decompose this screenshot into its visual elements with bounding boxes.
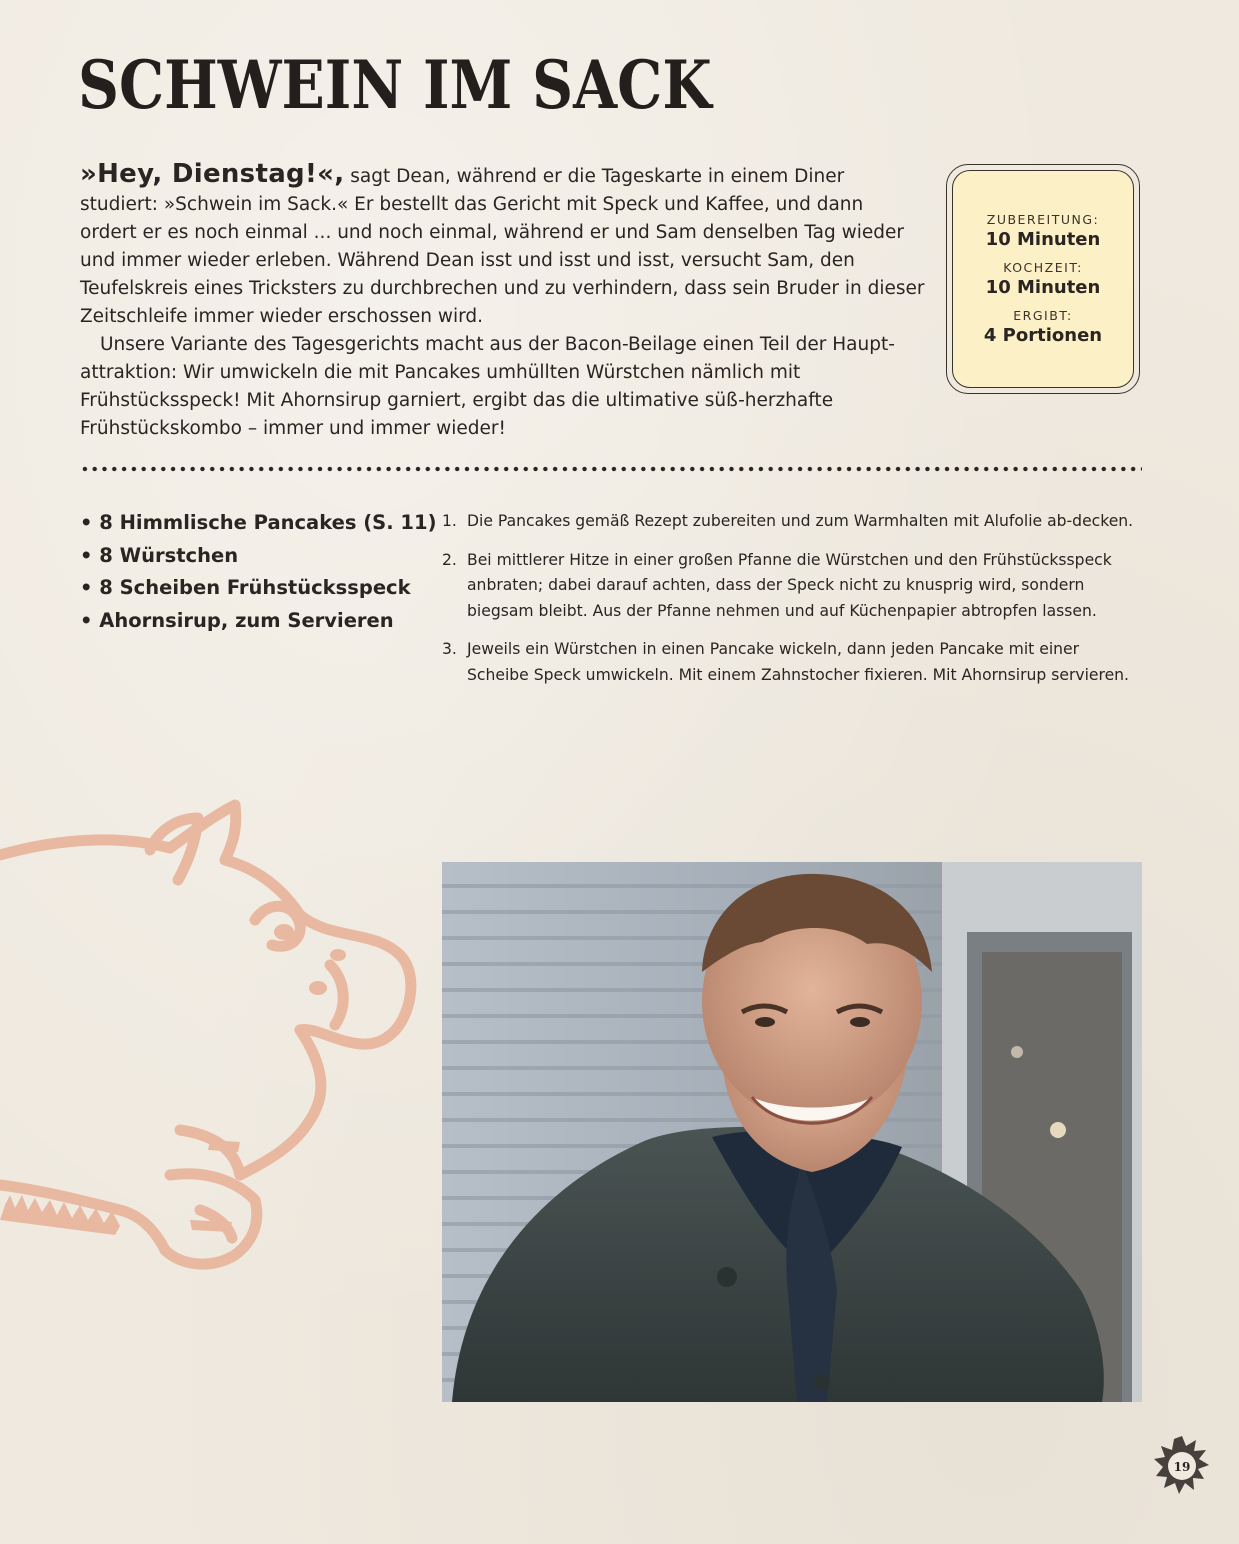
page-number-badge [1152,1430,1212,1518]
prep-time-label: ZUBEREITUNG: [986,212,1100,227]
ingredient-item: • 8 Himmlische Pancakes (S. 11) [80,511,437,534]
step-text: Bei mittlerer Hitze in einer großen Pfanne die Würstchen und den Frühstücksspeck anbraten; dabei darauf achten, dass der Speck nicht zu knusprig wird, sondern biegsam bleibt. Aus der Pfanne nehmen und auf Küchenpapier abtropfen lassen. [467,550,1112,620]
yield-value: 4 Portionen [983,325,1103,346]
step-number: 2. [442,550,457,569]
step-number: 3. [442,640,457,658]
step-item [442,509,1142,535]
step-text: Jeweils ein Würstchen in einen Pancake wickeln, dann jeden Pancake mit einer Scheibe Speck umwickeln. Mit einem Zahnstocher fixieren. Mit Ahornsirup servieren. [467,640,1130,684]
ingredient-list [80,507,436,637]
portrait-photo [442,862,1142,1402]
intro-lead-quote: »Hey, Dienstag!«, [80,159,345,189]
recipe-title: SCHWEIN IM SACK [78,46,712,124]
sun-seal-icon [1152,1430,1212,1518]
ingredient-item: • 8 Würstchen [80,543,239,567]
time-info-box [946,164,1140,394]
intro-paragraph-1-text: sagt Dean, während er die Tageskarte in einem Diner studiert: »Schwein im Sack.« Er bestellt das Gericht mit Speck und Kaffee, und dann ordert er es noch einmal ... und noch einmal, während er und Sam denselben Tag wieder und immer wieder erleben. Während Dean isst und isst und isst, versucht Sam, den Teufelskreis eines Tricksters zu durchbrechen und zu verhindern, dass sein Bruder in dieser Zeitschleife immer wieder erschossen wird. [80,166,925,327]
dotted-divider [80,466,1142,472]
step-item [442,548,1142,625]
cook-time-label: KOCHZEIT: [1003,260,1083,275]
time-info-box-inner [952,170,1134,388]
page-number: 19 [1173,1460,1191,1474]
pig-illustration-icon [0,790,430,1290]
step-number: 1. [442,512,457,530]
prep-time-value: 10 Minuten [985,229,1101,250]
intro-paragraph-1 [80,160,925,331]
photo-portrait-icon [442,862,1142,1402]
yield-label: ERGIBT: [1013,308,1073,323]
step-text: Die Pancakes gemäß Rezept zubereiten und zum Warmhalten mit Alufolie ab-decken. [467,512,1134,530]
cook-time-value: 10 Minuten [985,277,1101,298]
step-item [442,637,1142,688]
ingredient-item: • Ahornsirup, zum Servieren [80,608,394,632]
intro-text [80,160,925,443]
intro-paragraph-2: Unsere Variante des Tagesgerichts macht aus der Bacon-Beilage einen Teil der Haupt-attraktion: Wir umwickeln die mit Pancakes umhüllten Würstchen nämlich mit Frühstücksspeck! Mit Ahornsirup garniert, ergibt das die ultimative süß-herzhafte Frühstückskombo – immer und immer wieder! [80,334,895,439]
instruction-steps [442,509,1142,701]
ingredient-item: • 8 Scheiben Frühstücksspeck [80,576,411,599]
